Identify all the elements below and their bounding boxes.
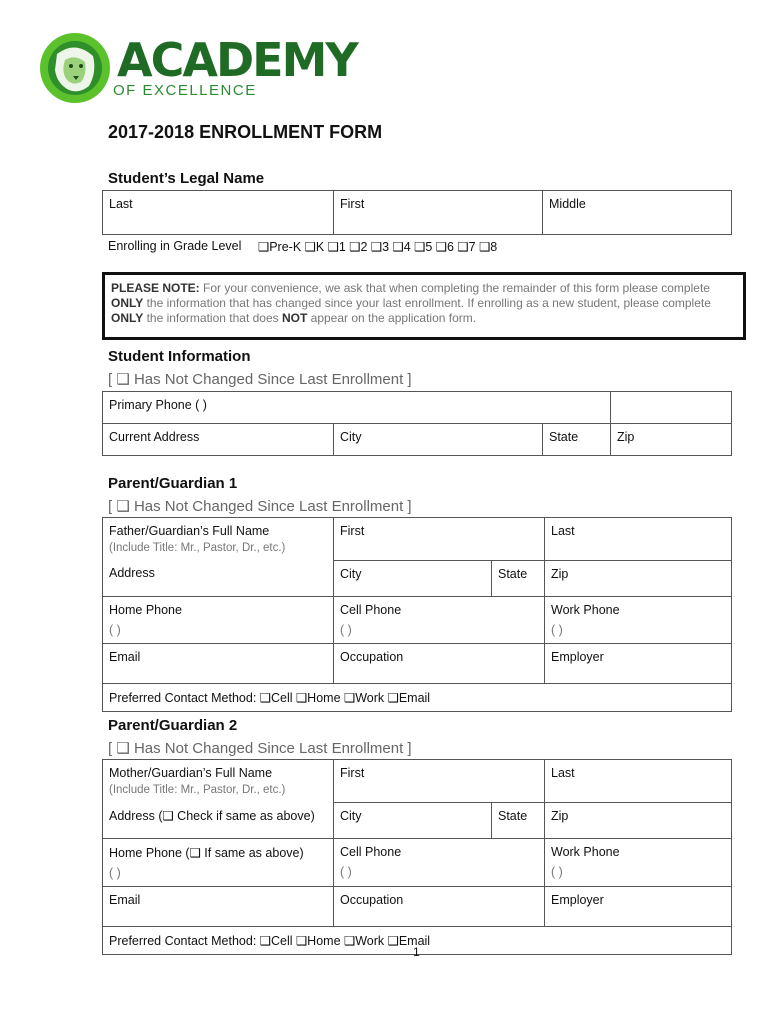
- lion-icon: [39, 32, 111, 104]
- parent1-last-field[interactable]: Last: [545, 518, 732, 561]
- parent1-heading: Parent/Guardian 1: [108, 475, 238, 492]
- current-address-field[interactable]: Current Address: [103, 424, 334, 456]
- parent2-employer-field[interactable]: Employer: [545, 886, 732, 926]
- parent1-first-field[interactable]: First: [334, 518, 545, 561]
- parent2-address-field[interactable]: Address (❑ Check if same as above): [103, 802, 334, 838]
- page-number: 1: [413, 945, 420, 959]
- parent2-state-field[interactable]: State: [492, 802, 545, 838]
- state-field[interactable]: State: [543, 424, 611, 456]
- parent2-cell-phone-field[interactable]: Cell Phone ( ): [334, 838, 545, 886]
- parent1-table: [102, 517, 732, 712]
- parent2-city-field[interactable]: City: [334, 802, 492, 838]
- parent2-table: [102, 759, 732, 955]
- parent1-occupation-field[interactable]: Occupation: [334, 643, 545, 683]
- student-name-heading: Student’s Legal Name: [108, 170, 265, 187]
- parent1-cell-phone-field[interactable]: Cell Phone ( ): [334, 596, 545, 643]
- school-logo: [35, 28, 395, 108]
- parent1-work-phone-field[interactable]: Work Phone ( ): [545, 596, 732, 643]
- parent1-zip-field[interactable]: Zip: [545, 560, 732, 596]
- city-field[interactable]: City: [334, 424, 543, 456]
- student-info-table: [102, 391, 732, 456]
- zip-field[interactable]: Zip: [611, 424, 732, 456]
- logo-subtitle: OF EXCELLENCE: [113, 82, 257, 99]
- parent2-full-name-field[interactable]: Mother/Guardian’s Full Name (Include Title: Mr., Pastor, Dr., etc.): [103, 760, 334, 803]
- primary-phone-extra-cell: [611, 392, 732, 424]
- parent2-work-phone-field[interactable]: Work Phone ( ): [545, 838, 732, 886]
- grade-level-label: Enrolling in Grade Level: [108, 239, 242, 253]
- parent2-heading: Parent/Guardian 2: [108, 717, 238, 734]
- parent2-unchanged-checkbox[interactable]: [ ❑ Has Not Changed Since Last Enrollment ]: [108, 740, 412, 757]
- parent2-last-field[interactable]: Last: [545, 760, 732, 803]
- parent2-home-phone-field[interactable]: Home Phone (❑ If same as above) ( ): [103, 838, 334, 886]
- parent2-zip-field[interactable]: Zip: [545, 802, 732, 838]
- parent1-full-name-field[interactable]: Father/Guardian’s Full Name (Include Title: Mr., Pastor, Dr., etc.): [103, 518, 334, 561]
- parent2-occupation-field[interactable]: Occupation: [334, 886, 545, 926]
- parent1-city-field[interactable]: City: [334, 560, 492, 596]
- parent2-first-field[interactable]: First: [334, 760, 545, 803]
- parent1-home-phone-field[interactable]: Home Phone ( ): [103, 596, 334, 643]
- parent1-unchanged-checkbox[interactable]: [ ❑ Has Not Changed Since Last Enrollment ]: [108, 498, 412, 515]
- first-name-field[interactable]: First: [334, 191, 543, 235]
- middle-name-field[interactable]: Middle: [543, 191, 732, 235]
- primary-phone-field[interactable]: Primary Phone ( ): [103, 392, 611, 424]
- parent1-email-field[interactable]: Email: [103, 643, 334, 683]
- grade-level-options[interactable]: ❑Pre-K ❑K ❑1 ❑2 ❑3 ❑4 ❑5 ❑6 ❑7 ❑8: [258, 240, 498, 254]
- parent2-contact-method[interactable]: Preferred Contact Method: ❑Cell ❑Home ❑Work ❑Email: [103, 926, 732, 954]
- parent1-address-field[interactable]: Address: [103, 560, 334, 596]
- student-name-table: [102, 190, 732, 235]
- student-info-heading: Student Information: [108, 348, 251, 365]
- parent1-employer-field[interactable]: Employer: [545, 643, 732, 683]
- form-title: 2017-2018 ENROLLMENT FORM: [108, 122, 383, 142]
- student-info-unchanged-checkbox[interactable]: [ ❑ Has Not Changed Since Last Enrollment ]: [108, 371, 412, 388]
- last-name-field[interactable]: Last: [103, 191, 334, 235]
- please-note-box: PLEASE NOTE: For your convenience, we ask that when completing the remainder of this form please complete ONLY the information that has changed since your last enrollment. If enrolling as a new student, please complete ONLY the information that does NOT appear on the application form.: [102, 272, 746, 340]
- parent2-email-field[interactable]: Email: [103, 886, 334, 926]
- parent1-contact-method[interactable]: Preferred Contact Method: ❑Cell ❑Home ❑Work ❑Email: [103, 683, 732, 711]
- logo-wordmark: ACADEMY: [117, 33, 357, 87]
- parent1-state-field[interactable]: State: [492, 560, 545, 596]
